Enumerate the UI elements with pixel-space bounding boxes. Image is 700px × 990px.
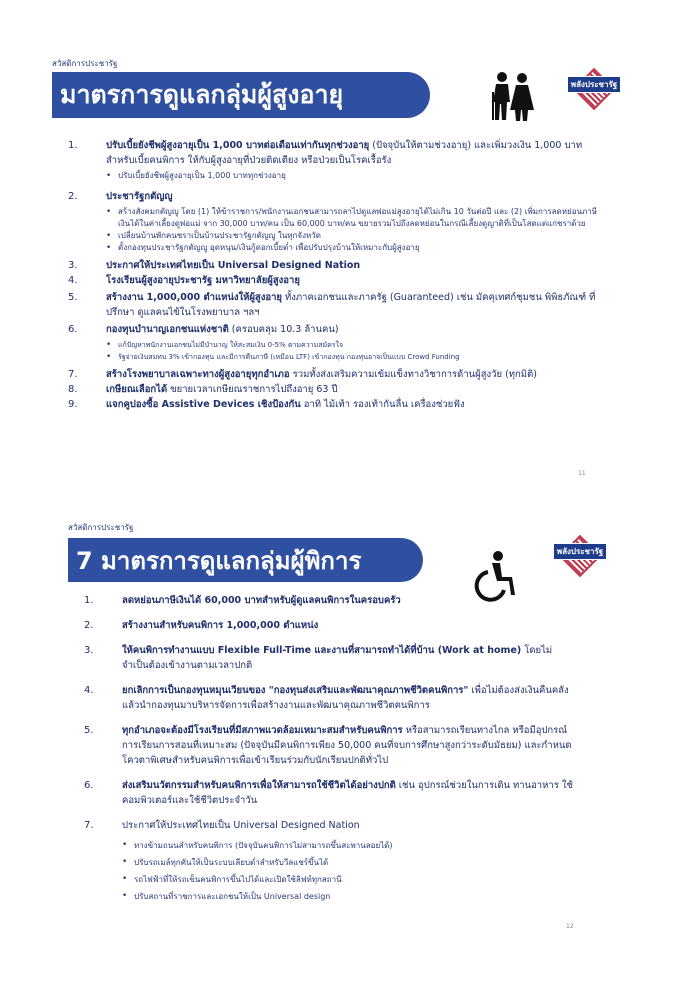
item-number: 6. (68, 324, 78, 335)
list-item (68, 258, 608, 273)
party-logo (540, 533, 620, 585)
list-item (84, 618, 574, 633)
page-title: 7 มาตรการดูแลกลุ่มผู้พิการ (76, 546, 362, 575)
list-item (84, 778, 574, 808)
item-heading: เกษียณเลือกได้ (106, 384, 168, 395)
page-number: 12 (566, 923, 574, 930)
sub-item: • แก้ปัญหาพนักงานเอกชนไม่มีบำนาญ ให้สะสมเงิน 0-5% ตามความสมัครใจ (106, 340, 344, 350)
item-heading: ยกเลิกการเป็นกองทุนหมุนเวียนของ "กองทุนส่งเสริมและพัฒนาคุณภาพชีวิตคนพิการ" (122, 685, 469, 696)
item-number: 6. (84, 780, 94, 791)
item-heading: ทุกอำเภอจะต้องมีโรงเรียนที่มีสภาพแวดล้อมเหมาะสมสำหรับคนพิการ (122, 725, 403, 736)
item-text: ทั้งภาคเอกชนและภาครัฐ (Guaranteed) เช่น มัคคุเทศก์ชุมชน พิพิธภัณฑ์ ที่ปรึกษา ดูแลคนไข้ในโรงพยาบาล ฯลฯ (106, 292, 596, 318)
list-item (68, 290, 608, 320)
item-heading: ปรับเบี้ยยังชีพผู้สูงอายุเป็น 1,000 บาทต่อเดือนเท่ากันทุกช่วงอายุ (106, 140, 370, 151)
item-number: 3. (84, 645, 94, 656)
item-heading: ส่งเสริมนวัตกรรมสำหรับคนพิการเพื่อให้สามารถใช้ชีวิตได้อย่างปกติ (122, 780, 396, 791)
item-number: 2. (68, 191, 78, 202)
item-number: 5. (68, 292, 78, 303)
item-number: 2. (84, 620, 94, 631)
item-number: 7. (68, 369, 78, 380)
item-number: 4. (84, 685, 94, 696)
item-text: เพื่อไม่ต้องส่งเงินคืนคลัง แล้วนำกองทุนมาบริหารจัดการเพื่อสร้างงานและพัฒนาคุณภาพชีวิตคนพิการ (122, 685, 569, 711)
list-item (84, 643, 574, 673)
item-heading: กองทุนบำนาญเอกชนแห่งชาติ (106, 324, 229, 335)
section-label: สวัสดิการประชารัฐ (68, 523, 134, 532)
sub-item: • รถไฟฟ้าที่ให้รถเข็นคนพิการขึ้นไปได้และเปิดใช้ลิฟท์ทุกสถานี (122, 874, 342, 884)
list-item (68, 189, 608, 258)
item-heading: ประชารัฐกตัญญู (106, 191, 173, 202)
logo-text: พลังประชารัฐ (553, 543, 607, 560)
item-number: 9. (68, 399, 78, 410)
sub-item: • สร้างสังคมกตัญญู โดย (1) ให้ข้าราชการ/พนักงานเอกชนสามารถลาไปดูแลพ่อแม่สูงอายุได้ไม่เกิน 10 วันต่อปี และ (2) เพิ่มการลดหย่อนภาษีเงินได้ในค่าเลี้ยงดูพ่อแม่ จาก 30,000 บาท/คน เป็น 60,000 บาท/คน ขยายรวมไปถึงลดหย่อนในกรณีเลี้ยงดูญาติที่เป็นโสดแต่แก่ชราด้วย (106, 207, 598, 228)
list-item (68, 397, 608, 412)
list-item (84, 723, 574, 768)
page-title-banner (52, 72, 430, 118)
item-text: (ปัจจุบันให้ตามช่วงอายุ) และเพิ่มวงเงิน 1,000 บาทสำหรับเบี้ยคนพิการ ให้กับผู้สูงอายุที่ป่วยติดเตียง หรือป่วยเป็นโรคเรื้อรัง (106, 140, 583, 166)
item-heading: สร้างงาน 1,000,000 ตำแหน่งให้ผู้สูงอายุ (106, 292, 282, 303)
sub-item: • ปรับเบี้ยยังชีพผู้สูงอายุเป็น 1,000 บาททุกช่วงอายุ (106, 171, 286, 181)
item-heading: สร้างโรงพยาบาลเฉพาะทางผู้สูงอายุทุกอำเภอ (106, 369, 290, 380)
list-item (68, 367, 608, 382)
logo-text: พลังประชารัฐ (567, 76, 621, 93)
item-heading: แจกคูปองซื้อ Assistive Devices เชิงป้องกัน (106, 399, 301, 410)
item-text: (ครอบคลุม 10.3 ล้านคน) (228, 324, 339, 335)
list-item (68, 138, 608, 186)
elderly-couple-icon (488, 70, 538, 122)
item-text: รวมทั้งส่งเสริมความเข้มแข็งทางวิชาการด้านผู้สูงวัย (ทุกมิติ) (289, 369, 537, 380)
sub-item: • ปรับรถเมล์ทุกคันให้เป็นระบบเลียบต่ำสำหรับวีลแชร์ขึ้นได้ (122, 857, 329, 867)
sub-item: • รัฐจ่ายเงินสมทบ 3% เข้ากองทุน และมีการคืนภาษี (เหมือน LTF) เข้ากองทุน กองทุนอาจเป็นแบบ Crowd Funding (106, 352, 460, 362)
list-item (68, 322, 608, 367)
measures-list (84, 593, 574, 909)
item-text: เช่น อุปกรณ์ช่วยในการเดิน ทานอาหาร ใช้คอมพิวเตอร์และใช้ชีวิตประจำวัน (122, 780, 573, 806)
list-item (84, 683, 574, 713)
item-text: โดยไม่จำเป็นต้องเข้างานตามเวลาปกติ (122, 645, 553, 671)
item-heading: สร้างงานสำหรับคนพิการ 1,000,000 ตำแหน่ง (122, 620, 319, 631)
section-label: สวัสดิการประชารัฐ (52, 59, 118, 68)
slide-disabled (0, 505, 700, 990)
item-text: ประกาศให้ประเทศไทยเป็น Universal Designed Nation (122, 820, 360, 831)
party-logo (554, 66, 634, 116)
item-number: 4. (68, 275, 78, 286)
measures-list (68, 138, 608, 412)
item-number: 7. (84, 820, 94, 831)
page-title-banner (68, 538, 423, 582)
item-number: 1. (68, 140, 78, 151)
sub-item: • ตั้งกองทุนประชารัฐกตัญญู อุดหนุน/เงินกู้ดอกเบี้ยต่ำ เพื่อปรับปรุงบ้านให้เหมาะกับผู้สูงอายุ (106, 243, 420, 253)
sub-item: • ปรับสถานที่ราชการและเอกชนให้เป็น Universal design (122, 891, 331, 901)
item-heading: โรงเรียนผู้สูงอายุประชารัฐ มหาวิทยาลัยผู้สูงอายุ (106, 275, 300, 286)
list-item (84, 818, 574, 909)
item-text: หรือสามารถเรียนทางไกล หรือมีอุปกรณ์การเรียนการสอนที่เหมาะสม (ปัจจุบันมีคนพิการเพียง 50,000 คนที่จบการศึกษาสูงกว่าระดับมัธยม) และกำหนดโควตาพิเศษสำหรับคนพิการเพื่อเข้าเรียนร่วมกับนักเรียนปกติทั่วไป (122, 725, 572, 766)
item-heading: ลดหย่อนภาษีเงินได้ 60,000 บาทสำหรับผู้ดูแลคนพิการในครอบครัว (122, 595, 401, 606)
list-item (68, 273, 608, 288)
item-heading: ให้คนพิการทำงานแบบ Flexible Full-Time และงานที่สามารถทำได้ที่บ้าน (Work at home) (122, 645, 522, 656)
item-number: 3. (68, 260, 78, 271)
list-item (68, 382, 608, 397)
item-number: 5. (84, 725, 94, 736)
item-text: ขยายเวลาเกษียณราชการไปถึงอายุ 63 ปี (167, 384, 338, 395)
sub-item: • ทางข้ามถนนสำหรับคนพิการ (ปัจจุบันคนพิการไม่สามารถขึ้นสะพานลอยได้) (122, 840, 393, 850)
item-number: 8. (68, 384, 78, 395)
page-title: มาตรการดูแลกลุ่มผู้สูงอายุ (60, 80, 344, 109)
page-number: 11 (578, 470, 586, 477)
list-item (84, 593, 574, 608)
sub-item: • เปลี่ยนบ้านพักคนชราเป็นบ้านประชารัฐกตัญญู ในทุกจังหวัด (106, 231, 321, 241)
item-heading: ประกาศให้ประเทศไทยเป็น Universal Designed Nation (106, 260, 361, 271)
item-text: อาทิ ไม้เท้า รองเท้ากันลื่น เครื่องช่วยฟัง (300, 399, 465, 410)
item-number: 1. (84, 595, 94, 606)
